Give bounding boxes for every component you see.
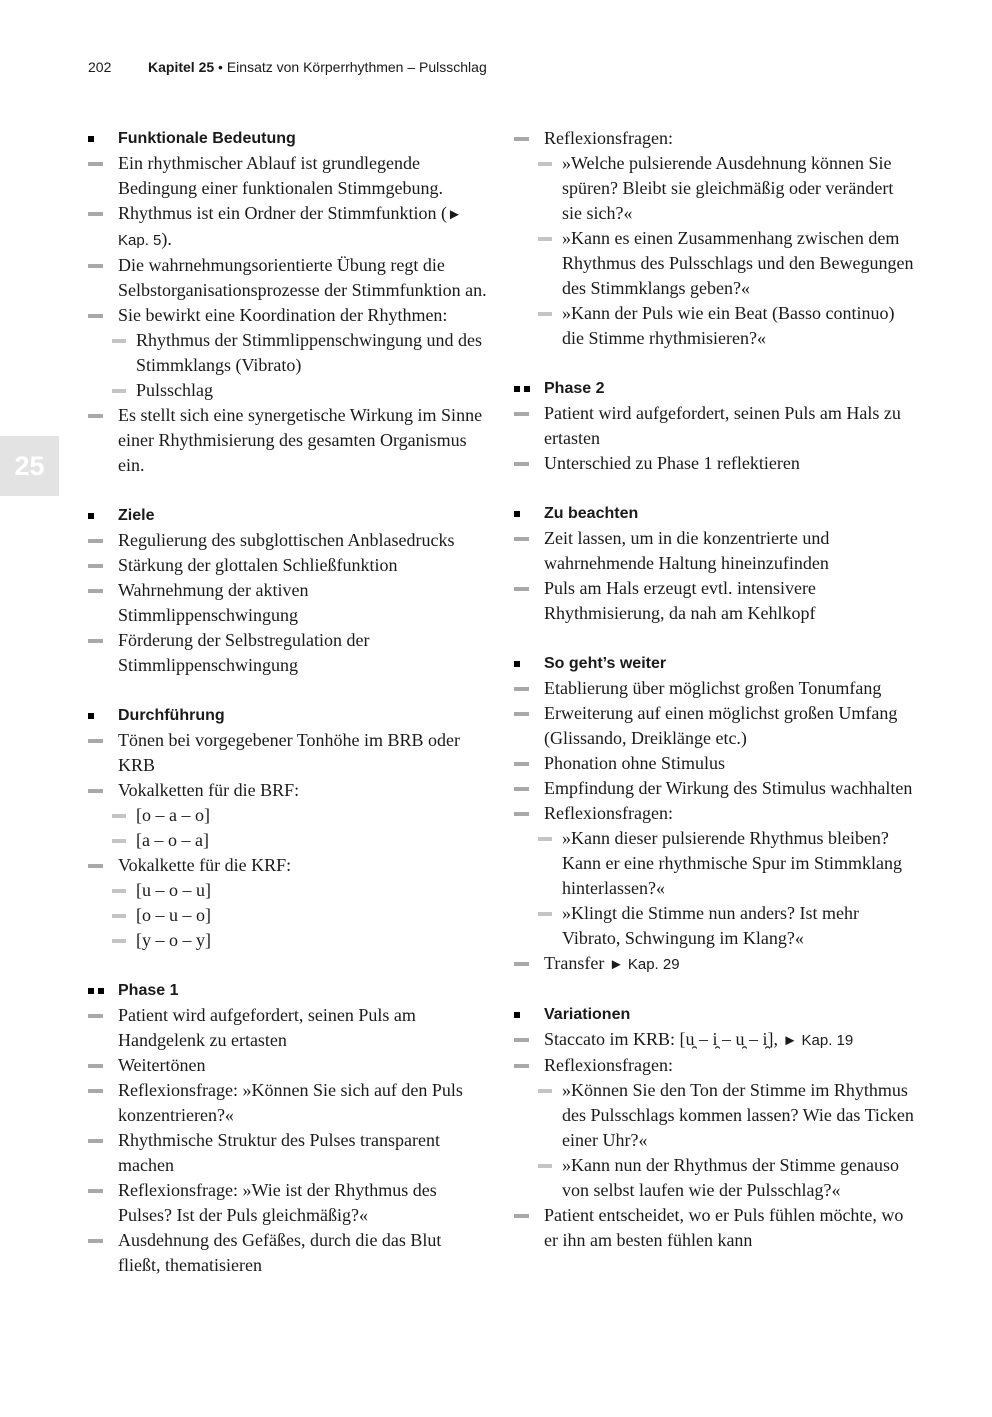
heading-text: Phase 2 xyxy=(544,380,605,397)
heading-text: Durchführung xyxy=(118,707,225,724)
dash-bullet-icon xyxy=(514,1027,529,1052)
square-shape xyxy=(524,386,530,392)
dash-bullet-icon xyxy=(514,526,529,551)
dash-shape xyxy=(88,314,103,318)
item-text: Rhythmus der Stimmlippenschwingung und des Stimmklangs (Vibrato) xyxy=(136,330,482,375)
dash-shape xyxy=(514,587,529,591)
item-text: Rhythmus ist ein Ordner der Stimmfunktion ( xyxy=(118,203,447,223)
item-text: Etablierung über möglichst großen Tonumfang xyxy=(544,678,882,698)
square-bullet-icon xyxy=(514,501,520,526)
dash-bullet-icon xyxy=(112,828,126,853)
section xyxy=(514,501,914,626)
heading-text: Zu beachten xyxy=(544,505,639,522)
dash-shape xyxy=(514,137,529,141)
dash-shape xyxy=(88,564,103,568)
dash-bullet-icon xyxy=(538,1153,552,1178)
dash-shape xyxy=(538,1089,552,1093)
heading-text: Variationen xyxy=(544,1006,631,1023)
sub-list-item xyxy=(112,903,488,928)
section-heading xyxy=(514,376,914,401)
dash-shape xyxy=(112,914,126,918)
list-item xyxy=(514,451,914,476)
item-text: [a – o – a] xyxy=(136,830,209,850)
sub-list-item xyxy=(538,151,914,226)
item-text: Puls am Hals erzeugt evtl. intensivere Rhythmisierung, da nah am Kehlkopf xyxy=(544,578,816,623)
dash-bullet-icon xyxy=(514,951,529,976)
dash-bullet-icon xyxy=(88,201,103,226)
sub-list-item xyxy=(538,826,914,901)
section-heading xyxy=(88,126,488,151)
dash-shape xyxy=(112,814,126,818)
item-text: Vokalkette für die KRF: xyxy=(118,855,292,875)
item-text: »Klingt die Stimme nun anders? Ist mehr Vibrato, Schwingung im Klang?« xyxy=(562,903,859,948)
item-text: [o – u – o] xyxy=(136,905,211,925)
sub-list-item xyxy=(112,378,488,403)
right-column xyxy=(514,126,914,1278)
sub-list-item xyxy=(538,1153,914,1203)
list-item xyxy=(514,576,914,626)
dash-bullet-icon xyxy=(514,451,529,476)
item-text: Es stellt sich eine synergetische Wirkung im Sinne einer Rhythmisierung des gesamten Organismus ein. xyxy=(118,405,483,475)
dash-shape xyxy=(88,212,103,216)
item-text: »Kann dieser pulsierende Rhythmus bleiben? Kann er eine rhythmische Spur im Stimmklang hinterlassen?« xyxy=(562,828,902,898)
sub-list-item xyxy=(538,901,914,951)
list-item xyxy=(514,1027,914,1053)
sub-list-item xyxy=(112,828,488,853)
dash-shape xyxy=(514,787,529,791)
section xyxy=(514,651,914,977)
dash-bullet-icon xyxy=(88,1003,103,1028)
dash-shape xyxy=(112,339,126,343)
dash-bullet-icon xyxy=(88,578,103,603)
list-item xyxy=(88,578,488,628)
sub-list-item xyxy=(112,803,488,828)
dash-shape xyxy=(538,912,552,916)
square-shape xyxy=(514,661,520,667)
square-bullet-icon xyxy=(514,376,530,401)
page-number: 202 xyxy=(88,59,112,75)
dash-shape xyxy=(514,462,529,466)
dash-bullet-icon xyxy=(88,1128,103,1153)
square-bullet-icon xyxy=(88,126,94,151)
dash-bullet-icon xyxy=(88,1078,103,1103)
section-heading xyxy=(514,501,914,526)
list-item xyxy=(88,253,488,303)
cross-reference: ► Kap. 29 xyxy=(608,956,680,973)
dash-shape xyxy=(88,264,103,268)
dash-shape xyxy=(514,1064,529,1068)
left-column xyxy=(88,126,488,1303)
dash-shape xyxy=(88,162,103,166)
dash-bullet-icon xyxy=(88,253,103,278)
dash-bullet-icon xyxy=(88,528,103,553)
dash-shape xyxy=(88,539,103,543)
dash-bullet-icon xyxy=(112,378,126,403)
list-item xyxy=(88,1053,488,1078)
chapter-title: Einsatz von Körperrhythmen – Pulsschlag xyxy=(226,59,487,75)
sub-list-item xyxy=(112,328,488,378)
section xyxy=(88,978,488,1278)
item-text: Wahrnehmung der aktiven Stimmlippenschwingung xyxy=(118,580,309,625)
section xyxy=(88,703,488,953)
list-item xyxy=(88,628,488,678)
list-item xyxy=(514,701,914,751)
dash-shape xyxy=(88,1189,103,1193)
dash-shape xyxy=(514,1038,529,1042)
dash-bullet-icon xyxy=(88,151,103,176)
section xyxy=(514,1002,914,1253)
square-bullet-icon xyxy=(514,1002,520,1027)
item-text: Unterschied zu Phase 1 reflektieren xyxy=(544,453,800,473)
dash-shape xyxy=(514,712,529,716)
dash-bullet-icon xyxy=(112,803,126,828)
item-text: Patient wird aufgefordert, seinen Puls am Hals zu ertasten xyxy=(544,403,901,448)
list-item xyxy=(88,201,488,253)
item-text: Transfer xyxy=(544,953,609,973)
list-item xyxy=(88,1228,488,1278)
item-text: [u – o – u] xyxy=(136,880,211,900)
heading-text: Phase 1 xyxy=(118,982,179,999)
square-shape xyxy=(88,136,94,142)
square-bullet-icon xyxy=(514,651,520,676)
dash-bullet-icon xyxy=(514,676,529,701)
dash-shape xyxy=(538,312,552,316)
sub-list-item xyxy=(112,928,488,953)
sub-list-item xyxy=(538,1078,914,1153)
square-shape xyxy=(88,513,94,519)
list-item xyxy=(514,1203,914,1253)
item-text: Tönen bei vorgegebener Tonhöhe im BRB oder KRB xyxy=(118,730,460,775)
section xyxy=(88,503,488,678)
dash-bullet-icon xyxy=(112,928,126,953)
item-text: Reflexionsfrage: »Wie ist der Rhythmus des Pulses? Ist der Puls gleichmäßig?« xyxy=(118,1180,437,1225)
item-text: »Kann es einen Zusammenhang zwischen dem Rhythmus des Pulsschlags und den Bewegungen des Stimmklangs geben?« xyxy=(562,228,914,298)
sub-list-item xyxy=(538,226,914,301)
dash-shape xyxy=(538,237,552,241)
dash-shape xyxy=(514,1214,529,1218)
item-text: Stärkung der glottalen Schließfunktion xyxy=(118,555,398,575)
dash-shape xyxy=(112,389,126,393)
square-shape xyxy=(514,386,520,392)
dash-bullet-icon xyxy=(88,853,103,878)
dash-bullet-icon xyxy=(538,301,552,326)
dash-shape xyxy=(514,537,529,541)
dash-shape xyxy=(88,414,103,418)
list-item xyxy=(88,853,488,878)
dash-shape xyxy=(88,739,103,743)
item-text: »Kann nun der Rhythmus der Stimme genauso von selbst laufen wie der Pulsschlag?« xyxy=(562,1155,899,1200)
dash-shape xyxy=(538,1164,552,1168)
square-bullet-icon xyxy=(88,703,94,728)
dash-shape xyxy=(112,839,126,843)
list-item xyxy=(88,151,488,201)
item-text: Patient entscheidet, wo er Puls fühlen möchte, wo er ihn am besten fühlen kann xyxy=(544,1205,904,1250)
square-bullet-icon xyxy=(88,978,104,1003)
item-text: Vokalketten für die BRF: xyxy=(118,780,300,800)
list-item xyxy=(88,1178,488,1228)
list-item xyxy=(514,776,914,801)
square-bullet-icon xyxy=(88,503,94,528)
dash-bullet-icon xyxy=(88,628,103,653)
item-text: Reflexionsfragen: xyxy=(544,128,673,148)
section xyxy=(514,126,914,351)
list-item xyxy=(88,553,488,578)
list-item xyxy=(88,1003,488,1053)
square-shape xyxy=(98,988,104,994)
item-text: Reflexionsfrage: »Können Sie sich auf den Puls konzentrieren?« xyxy=(118,1080,463,1125)
item-text: Regulierung des subglottischen Anblasedrucks xyxy=(118,530,455,550)
dash-shape xyxy=(514,687,529,691)
dash-bullet-icon xyxy=(514,1203,529,1228)
dash-bullet-icon xyxy=(514,776,529,801)
item-text: Patient wird aufgefordert, seinen Puls am Handgelenk zu ertasten xyxy=(118,1005,416,1050)
dash-bullet-icon xyxy=(112,903,126,928)
dash-bullet-icon xyxy=(514,576,529,601)
item-text: »Welche pulsierende Ausdehnung können Sie spüren? Bleibt sie gleichmäßig oder verändert sie sich?« xyxy=(562,153,894,223)
dash-shape xyxy=(514,762,529,766)
dash-bullet-icon xyxy=(514,401,529,426)
dash-bullet-icon xyxy=(88,303,103,328)
dash-bullet-icon xyxy=(514,126,529,151)
dash-bullet-icon xyxy=(538,901,552,926)
item-text: Die wahrnehmungsorientierte Übung regt die Selbstorganisationsprozesse der Stimmfunktion an. xyxy=(118,255,487,300)
dash-bullet-icon xyxy=(538,1078,552,1103)
dash-bullet-icon xyxy=(88,728,103,753)
dash-shape xyxy=(88,789,103,793)
item-text: Empfindung der Wirkung des Stimulus wachhalten xyxy=(544,778,913,798)
list-item xyxy=(88,728,488,778)
sub-list-item xyxy=(112,878,488,903)
list-item xyxy=(88,403,488,478)
section-heading xyxy=(514,1002,914,1027)
dash-shape xyxy=(112,939,126,943)
dash-bullet-icon xyxy=(514,1053,529,1078)
item-text: Förderung der Selbstregulation der Stimmlippenschwingung xyxy=(118,630,370,675)
dash-bullet-icon xyxy=(88,1228,103,1253)
item-text: Sie bewirkt eine Koordination der Rhythmen: xyxy=(118,305,448,325)
item-text: Zeit lassen, um in die konzentrierte und wahrnehmende Haltung hineinzufinden xyxy=(544,528,830,573)
list-item xyxy=(514,1053,914,1078)
header-separator: • xyxy=(214,59,227,75)
item-text: [o – a – o] xyxy=(136,805,210,825)
item-text: Pulsschlag xyxy=(136,380,214,400)
square-shape xyxy=(514,1012,520,1018)
heading-text: Ziele xyxy=(118,507,155,524)
heading-text: So geht’s weiter xyxy=(544,655,667,672)
dash-shape xyxy=(538,837,552,841)
list-item xyxy=(88,1128,488,1178)
item-text: »Kann der Puls wie ein Beat (Basso continuo) die Stimme rhythmisieren?« xyxy=(562,303,895,348)
item-text: Reflexionsfragen: xyxy=(544,1055,673,1075)
item-text-suffix: ). xyxy=(161,229,172,249)
list-item xyxy=(514,126,914,151)
section-heading xyxy=(88,978,488,1003)
cross-reference: ► Kap. 5 xyxy=(118,206,462,249)
dash-bullet-icon xyxy=(514,701,529,726)
dash-bullet-icon xyxy=(88,778,103,803)
list-item xyxy=(88,778,488,803)
section-heading xyxy=(514,651,914,676)
list-item xyxy=(514,401,914,451)
list-item xyxy=(514,801,914,826)
item-text: Erweiterung auf einen möglichst großen Umfang (Glissando, Dreiklänge etc.) xyxy=(544,703,898,748)
square-shape xyxy=(88,988,94,994)
list-item xyxy=(88,528,488,553)
square-shape xyxy=(514,511,520,517)
dash-bullet-icon xyxy=(88,1053,103,1078)
item-text: »Können Sie den Ton der Stimme im Rhythmus des Pulsschlags kommen lassen? Wie das Ticken einer Uhr?« xyxy=(562,1080,914,1150)
section-heading xyxy=(88,503,488,528)
list-item xyxy=(88,1078,488,1128)
dash-bullet-icon xyxy=(538,226,552,251)
heading-text: Funktionale Bedeutung xyxy=(118,130,296,147)
list-item xyxy=(514,676,914,701)
dash-shape xyxy=(88,1014,103,1018)
dash-shape xyxy=(112,889,126,893)
dash-bullet-icon xyxy=(88,553,103,578)
list-item xyxy=(514,751,914,776)
dash-shape xyxy=(88,639,103,643)
running-header xyxy=(88,59,487,75)
square-shape xyxy=(88,713,94,719)
dash-shape xyxy=(514,962,529,966)
item-text: Staccato im KRB: [u̯ – i̯ – u̯ – i̯], xyxy=(544,1029,783,1049)
dash-shape xyxy=(88,864,103,868)
list-item xyxy=(88,303,488,328)
chapter-thumb-tab: 25 xyxy=(0,436,59,496)
dash-shape xyxy=(538,162,552,166)
section xyxy=(514,376,914,476)
dash-bullet-icon xyxy=(112,328,126,353)
dash-shape xyxy=(514,812,529,816)
dash-bullet-icon xyxy=(514,751,529,776)
chapter-label: Kapitel 25 xyxy=(148,59,215,75)
dash-shape xyxy=(88,1089,103,1093)
list-item xyxy=(514,526,914,576)
dash-shape xyxy=(88,1239,103,1243)
item-text: Reflexionsfragen: xyxy=(544,803,673,823)
dash-shape xyxy=(88,589,103,593)
item-text: Rhythmische Struktur des Pulses transparent machen xyxy=(118,1130,440,1175)
section xyxy=(88,126,488,478)
item-text: Phonation ohne Stimulus xyxy=(544,753,726,773)
list-item xyxy=(514,951,914,977)
dash-bullet-icon xyxy=(88,1178,103,1203)
cross-reference: ► Kap. 19 xyxy=(782,1032,854,1049)
dash-bullet-icon xyxy=(88,403,103,428)
sub-list-item xyxy=(538,301,914,351)
dash-shape xyxy=(88,1064,103,1068)
dash-shape xyxy=(88,1139,103,1143)
dash-bullet-icon xyxy=(514,801,529,826)
item-text: Weitertönen xyxy=(118,1055,206,1075)
dash-bullet-icon xyxy=(538,826,552,851)
section-heading xyxy=(88,703,488,728)
dash-bullet-icon xyxy=(538,151,552,176)
dash-bullet-icon xyxy=(112,878,126,903)
item-text: [y – o – y] xyxy=(136,930,211,950)
item-text: Ein rhythmischer Ablauf ist grundlegende Bedingung einer funktionalen Stimmgebung. xyxy=(118,153,443,198)
item-text: Ausdehnung des Gefäßes, durch die das Blut fließt, thematisieren xyxy=(118,1230,442,1275)
dash-shape xyxy=(514,412,529,416)
